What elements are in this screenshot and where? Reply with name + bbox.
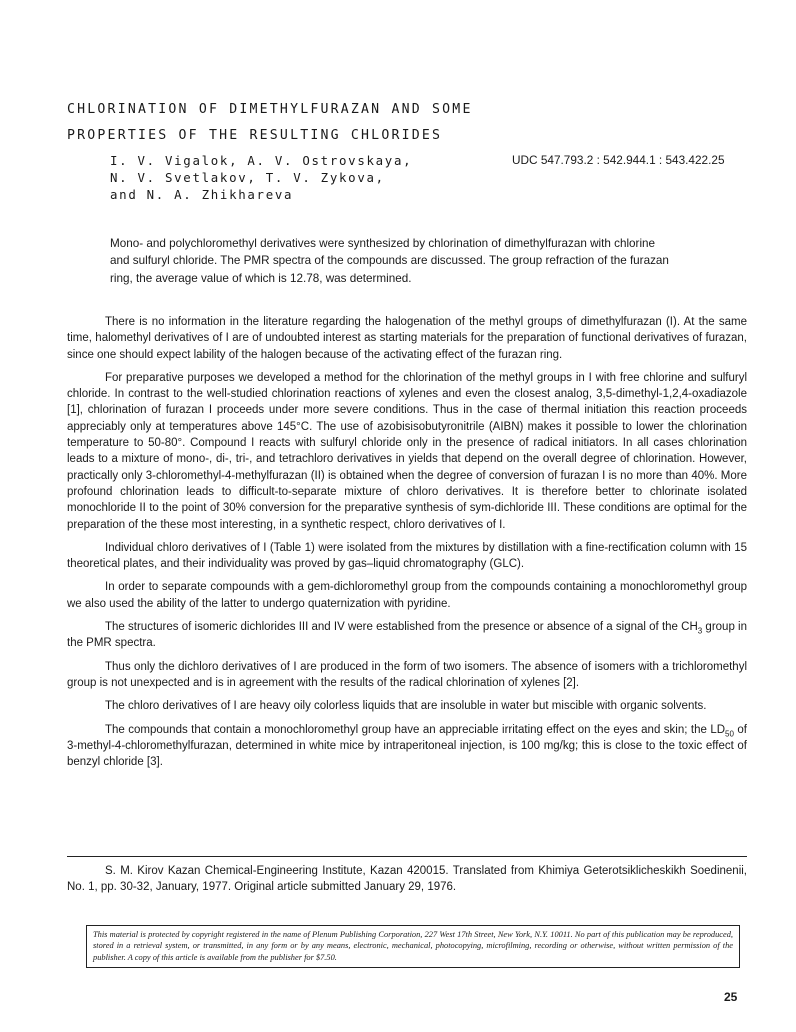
article-title	[67, 97, 747, 149]
paragraph-5	[67, 619, 747, 652]
paragraph-3: Individual chloro derivatives of I (Table 1) were isolated from the mixtures by distillation with a fine-rectification column with 15 theoretical plates, and their individuality was proved by gas–liquid chromatography (GLC).	[67, 541, 747, 571]
author-list	[110, 152, 490, 203]
paragraph-8-text-b: of 3-methyl-4-chloromethylfurazan, determined in white mice by intraperitoneal injection, is 100 mg/kg; this is close to the toxic effect of benzyl chloride [3].	[67, 723, 747, 769]
paragraph-4: In order to separate compounds with a gem-dichloromethyl group from the compounds containing a monochloromethyl group we also used the ability of the latter to undergo quaternization with pyridine.	[67, 581, 747, 610]
authors-line-1: I. V. Vigalok, A. V. Ostrovskaya,	[110, 153, 413, 168]
footnote-divider	[67, 856, 747, 857]
copyright-notice: This material is protected by copyright registered in the name of Plenum Publishing Corporation, 227 West 17th Street, New York, N.Y. 10011. No part of this publication may be reproduced, stored in a retrieval system, or transmitted, in any form or by any means, electronic, mechanical, photocopying, microfilming, recording or otherwise, without written permission of the publisher. A copy of this article is available from the publisher for $7.50.	[86, 925, 740, 968]
paragraph-7: The chloro derivatives of I are heavy oily colorless liquids that are insoluble in water but miscible with organic solvents.	[105, 700, 707, 713]
affiliation-footnote	[67, 863, 747, 896]
page-number: 25	[724, 990, 738, 1004]
paragraph-2: For preparative purposes we developed a method for the chlorination of the methyl groups in I with free chlorine and sulfuryl chloride. In contrast to the well-studied chlorination reactions of xylenes and even the closest analog, 3,5-dimethyl-1,2,4-oxadiazole [1], chlorination of furazan I proceeds under more severe conditions. Thus in the case of thermal initiation this reaction proceeds appreciably only at temperatures above 145°C. The use of azobisisobutyronitrile (AIBN) makes it possible to lower the chlorination temperature to 50-80°. Compound I reacts with sulfuryl chloride only in the presence of radical initiators. In all cases chlorination leads to a mixture of mono-, di-, tri-, and tetrachloro derivatives in yields that depend on the overall degree of chlorination. However, practically only 3-chloromethyl-4-methylfurazan (II) is obtained when the degree of conversion of furazan I is no more than 40%. More profound chlorination leads to difficult-to-separate mixture of chloro derivatives. It is therefore better to chlorinate isolated monochloride II to the point of 30% conversion for the preparative synthesis of sym-dichloride III. These conditions are optimal for the preparation of the these most interesting, in a synthetic respect, chloro derivatives of I.	[67, 371, 747, 531]
paragraph-1: There is no information in the literature regarding the halogenation of the methyl groups of dimethylfurazan (I). At the same time, halomethyl derivatives of I are of undoubted interest as starting materials for the preparation of functional derivatives of furazan, since one should expect lability of the halogen because of the activating effect of the furazan ring.	[67, 316, 747, 361]
ld50-subscript: 50	[725, 728, 734, 738]
paragraph-5-text-a: The structures of isomeric dichlorides III and IV were established from the presence or absence of a signal of the CH	[105, 621, 698, 634]
abstract: Mono- and polychloromethyl derivatives were synthesized by chlorination of dimethylfurazan with chlorine and sulfuryl chloride. The PMR spectra of the compounds are discussed. The group refraction of the furazan ring, the average value of which is 12.78, was determined.	[110, 237, 669, 285]
title-line-2: PROPERTIES OF THE RESULTING CHLORIDES	[67, 128, 443, 143]
paragraph-6: Thus only the dichloro derivatives of I are produced in the form of two isomers. The absence of isomers with a trichloromethyl group is not unexpected and is in agreement with the results of the radical chlorination of xylenes [2].	[67, 660, 747, 689]
authors-line-3: and N. A. Zhikhareva	[110, 187, 294, 202]
article-body	[67, 314, 747, 777]
affiliation-text: S. M. Kirov Kazan Chemical-Engineering Institute, Kazan 420015. Translated from Khimiya Geterotsiklicheskikh Soedinenii, No. 1, pp. 30-32, January, 1977. Original article submitted January 29, 1976.	[67, 865, 747, 894]
paragraph-8-text-a: The compounds that contain a monochloromethyl group have an appreciable irritating effect on the eyes and skin; the LD	[105, 723, 726, 736]
udc-classification: UDC 547.793.2 : 542.944.1 : 543.422.25	[512, 153, 725, 167]
paragraph-8	[67, 722, 747, 771]
paragraph-5-text-b: group in the PMR spectra.	[67, 621, 747, 650]
ch3-subscript: 3	[697, 626, 703, 636]
authors-line-2: N. V. Svetlakov, T. V. Zykova,	[110, 170, 385, 185]
title-line-1: CHLORINATION OF DIMETHYLFURAZAN AND SOME	[67, 102, 473, 117]
